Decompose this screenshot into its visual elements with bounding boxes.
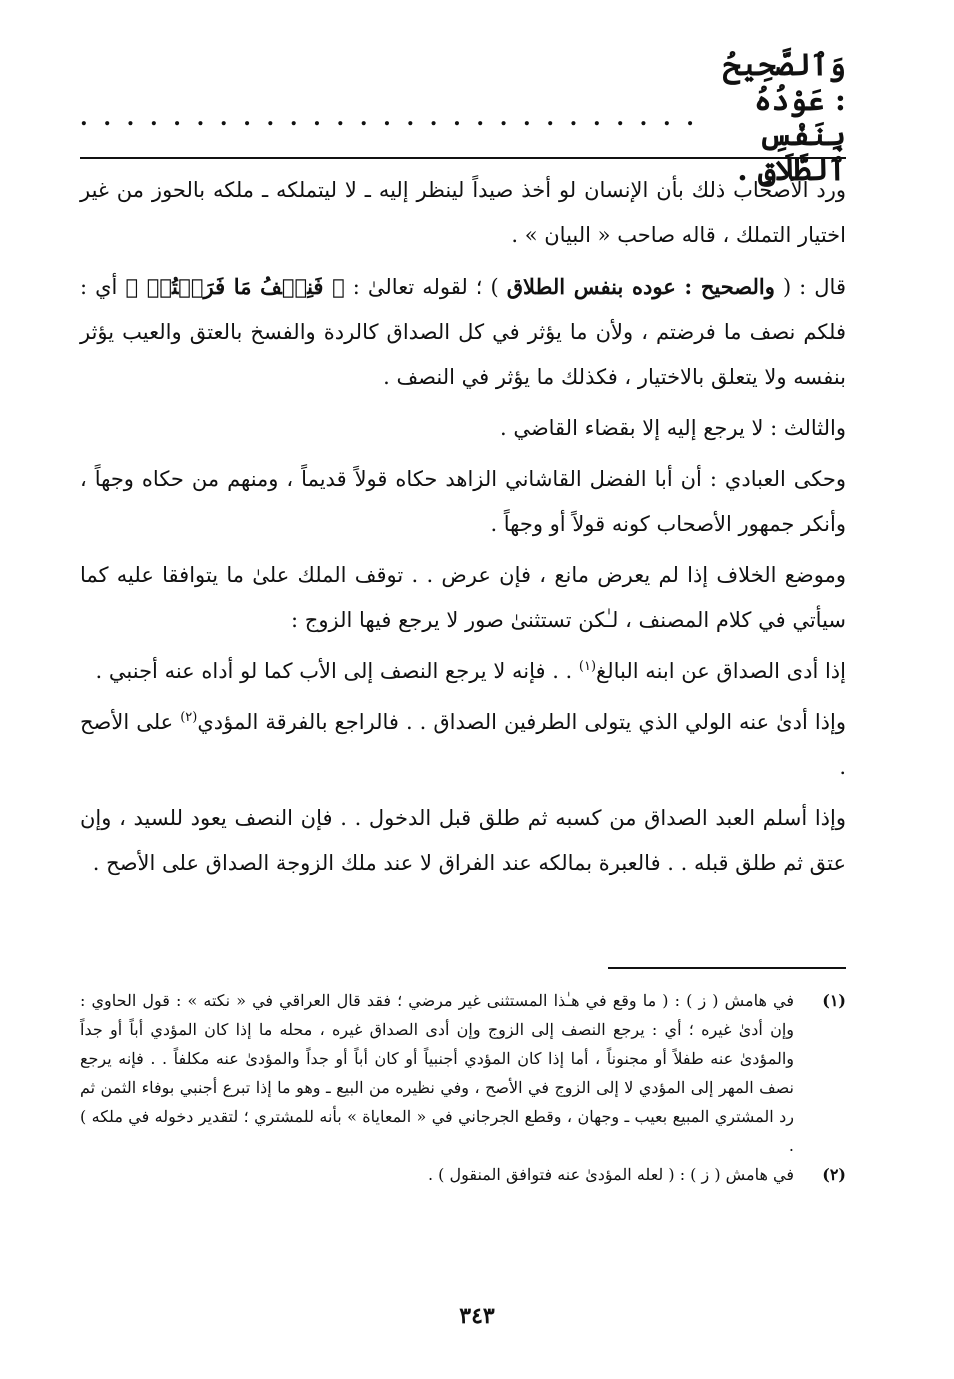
paragraph-text: أي : فلكم نصف ما فرضتم ، ولأن ما يؤثر في كل الصداق كالردة والفسخ بالعتق والعيب يؤثر بنفسه ولا يتعلق بالاختيار ، فكذلك ما يؤثر في النصف . [80, 275, 846, 389]
quoted-matn: والصحيح : عوده بنفس الطلاق [506, 274, 775, 299]
paragraph-text: ورد الأصحاب ذلك بأن الإنسان لو أخذ صيداً لينظر إليه ـ لا ليتملكه ـ ملكه بالحوز من غير اختيار التملك ، قاله صاحب « البيان » . [80, 178, 846, 247]
header-dots: . . . . . . . . . . . . . . . . . . . . . . . . . . . [80, 105, 698, 131]
paragraph [80, 168, 846, 258]
paragraph-text: وموضع الخلاف إذا لم يعرض مانع ، فإن عرض . . توقف الملك علىٰ ما يتوافقا عليه كما سيأتي في كلام المصنف ، لـٰكن تستثنىٰ صور لا يرجع فيها الزوج : [80, 563, 846, 632]
paragraph [80, 700, 846, 790]
footnote [80, 1160, 846, 1189]
footnotes [80, 986, 846, 1189]
footnote-number: (١) [822, 991, 846, 1010]
quran-verse: ﴿ فَنِصۡفُ مَا فَرَضۡتُمۡ ﴾ [125, 274, 345, 299]
paragraph [80, 264, 846, 400]
paragraph-text: . . فإنه لا يرجع النصف إلى الأب كما لو أداه عنه أجنبي . [95, 659, 579, 683]
header-title: وَٱلصَّحِيحُ : عَوْدُهُ بِنَفْسِ ٱلطَّلَاقِ . [722, 48, 846, 188]
running-header [80, 48, 846, 188]
footnote-mark: (١) [578, 659, 597, 674]
paragraph-text: قال : ( [774, 275, 846, 299]
footnote [80, 986, 846, 1160]
main-text [80, 168, 846, 892]
paragraph-text: إذا أدى الصداق عن ابنه البالغ [596, 659, 846, 683]
paragraph [80, 796, 846, 886]
footnote-number: (٢) [822, 1165, 846, 1184]
paragraph-text: وإذا أسلم العبد الصداق من كسبه ثم طلق قبل الدخول . . فإن النصف يعود للسيد ، وإن عتق ثم طلق قبله . . فالعبرة بمالكه عند الفراق لا عند ملك الزوجة الصداق على الأصح . [80, 806, 846, 875]
paragraph [80, 406, 846, 451]
header-rule [80, 157, 846, 159]
paragraph [80, 457, 846, 547]
paragraph-text: والثالث : لا يرجع إليه إلا بقضاء القاضي . [499, 416, 846, 440]
paragraph-text: ) ؛ لقوله تعالىٰ : [344, 275, 507, 299]
footnote-text: في هامش ( ز ) : ( لعله المؤدىٰ عنه فتوافق المنقول ) . [427, 1165, 794, 1184]
paragraph [80, 553, 846, 643]
footnote-text: في هامش ( ز ) : ( ما وقع في هـٰذا المستثنى غير مرضي ؛ فقد قال العراقي في « نكته » : قول الحاوي : وإن أدىٰ غيره ؛ أي : يرجع النصف إلى الزوج وإن أدى الصداق غيره ، محله ما إذا كان المؤدي أباً أو جداً والمؤدىٰ عنه طفلاً أو مجنوناً ، أما إذا كان المؤدي أجنبياً أو كان أباً أو جداً والمؤدىٰ عنه مكلفاً . . فإنه يرجع نصف المهر إلى المؤدي لا إلى الزوج في الأصح ، وفي نظيره من البيع ـ وهو ما إذا تبرع أجنبي بوفاء الثمن ثم رد المشتري المبيع بعيب ـ وجهان ، وقطع الجرجاني في « المعاياة » بأنه للمشتري ؛ لتقدير دخوله في ملكه ) . [80, 991, 794, 1155]
page-number: ٣٤٣ [459, 1303, 495, 1329]
footnote-rule [608, 967, 846, 969]
footnote-mark: (٢) [180, 710, 198, 725]
paragraph [80, 649, 846, 694]
paragraph-text: وحكى العبادي : أن أبا الفضل القاشاني الزاهد حكاه قولاً قديماً ، ومنهم من حكاه وجهاً ، وأنكر جمهور الأصحاب كونه قولاً أو وجهاً . [80, 467, 846, 536]
paragraph-text: على الأصح . [80, 710, 846, 779]
paragraph-text: وإذا أدىٰ عنه الولي الذي يتولى الطرفين الصداق . . فالراجع بالفرقة المؤدي [197, 710, 846, 734]
